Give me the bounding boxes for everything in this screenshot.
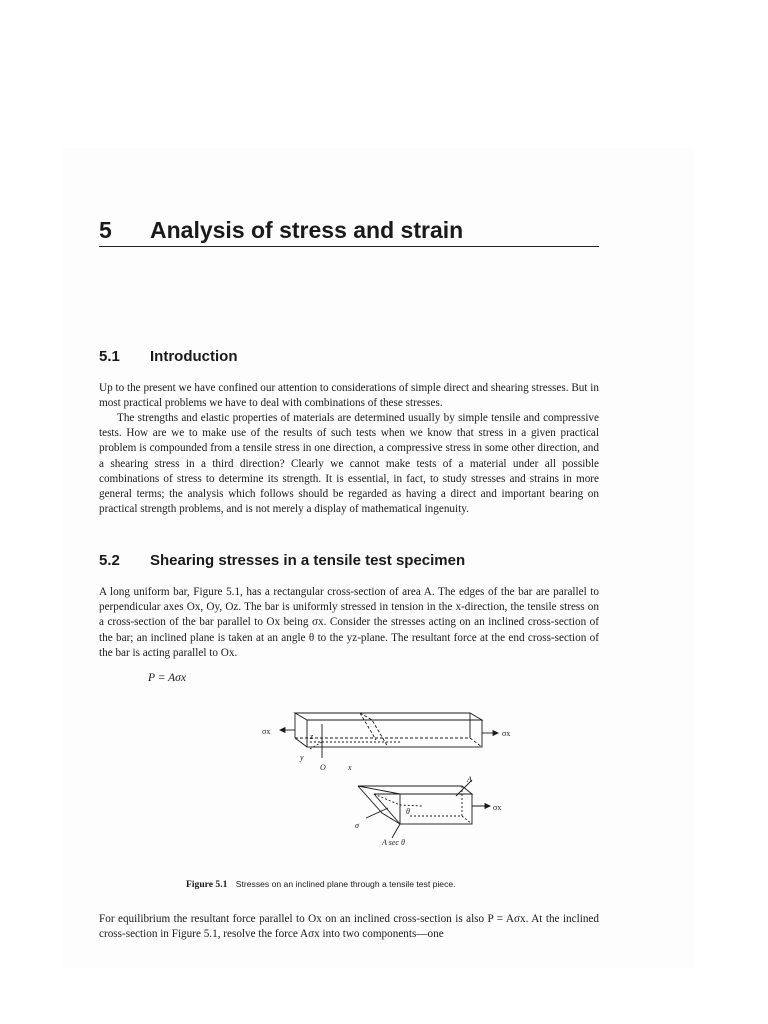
label-o: O xyxy=(320,763,326,772)
section-number: 5.2 xyxy=(99,552,120,569)
intro-paragraph-1: Up to the present we have confined our attention to considerations of simple direct and shearing stresses. But in most practical problems we have to deal with combinations of these stresses. xyxy=(99,382,599,410)
label-y: y xyxy=(300,753,304,762)
chapter-number: 5 xyxy=(99,217,112,243)
figure-caption xyxy=(186,879,456,890)
section-number: 5.1 xyxy=(99,348,120,365)
section-heading-introduction xyxy=(99,347,599,367)
label-z: z xyxy=(310,732,314,741)
label-sigma-x-right: σx xyxy=(502,729,511,738)
label-a-sec-theta: A sec θ xyxy=(382,838,405,847)
chapter-heading xyxy=(99,214,599,247)
section-heading-shearing-stresses xyxy=(99,551,599,571)
section-title: Shearing stresses in a tensile test specimen xyxy=(150,552,466,569)
equation-force: P = Aσx xyxy=(148,672,186,684)
intro-paragraph-2: The strengths and elastic properties of materials are determined usually by simple tensile and compressive tests. How are we to make use of the results of such tests when we know that stress in a given practical problem is compounded from a tensile stress in one direction, a compressive stress in some other direction, and a shearing stress in a third direction? Clearly we cannot make tests of a material under all possible combinations of stress to determine its strength. It is essential, in fact, to study stresses and strains in more general terms; the analysis which follows should be regarded as having a direct and important bearing on practical strength problems, and is not merely a display of mathematical ingenuity. xyxy=(99,412,599,516)
figure-5-1 xyxy=(250,700,530,860)
label-a: A xyxy=(467,775,472,784)
chapter-title: Analysis of stress and strain xyxy=(150,217,464,243)
label-sigma-x-left: σx xyxy=(262,727,271,736)
label-sigma-x-cut: σx xyxy=(493,803,502,812)
figure-caption-text: Stresses on an inclined plane through a tensile test piece. xyxy=(235,879,456,889)
figure-diagram xyxy=(250,700,530,860)
section-title: Introduction xyxy=(150,348,238,365)
final-paragraph: For equilibrium the resultant force parallel to Ox on an inclined cross-section is also P = Aσx. At the inclined cross-section in Figure 5.1, resolve the force Aσx into two components—one xyxy=(99,913,599,941)
cut-bar xyxy=(358,780,490,838)
label-sigma: σ xyxy=(355,821,359,830)
figure-label: Figure 5.1 xyxy=(186,879,228,890)
shearing-paragraph: A long uniform bar, Figure 5.1, has a rectangular cross-section of area A. The edges of the bar are parallel to perpendicular axes Ox, Oy, Oz. The bar is uniformly stressed in tension in the x-direction, the tensile stress on a cross-section of the bar parallel to Ox being σx. Consider the stresses acting on an inclined cross-section of the bar; an inclined plane is taken at an angle θ to the yz-plane. The resultant force at the end cross-section of the bar is acting parallel to Ox. xyxy=(99,586,599,659)
label-x: x xyxy=(348,763,352,772)
label-theta: θ xyxy=(406,807,410,816)
